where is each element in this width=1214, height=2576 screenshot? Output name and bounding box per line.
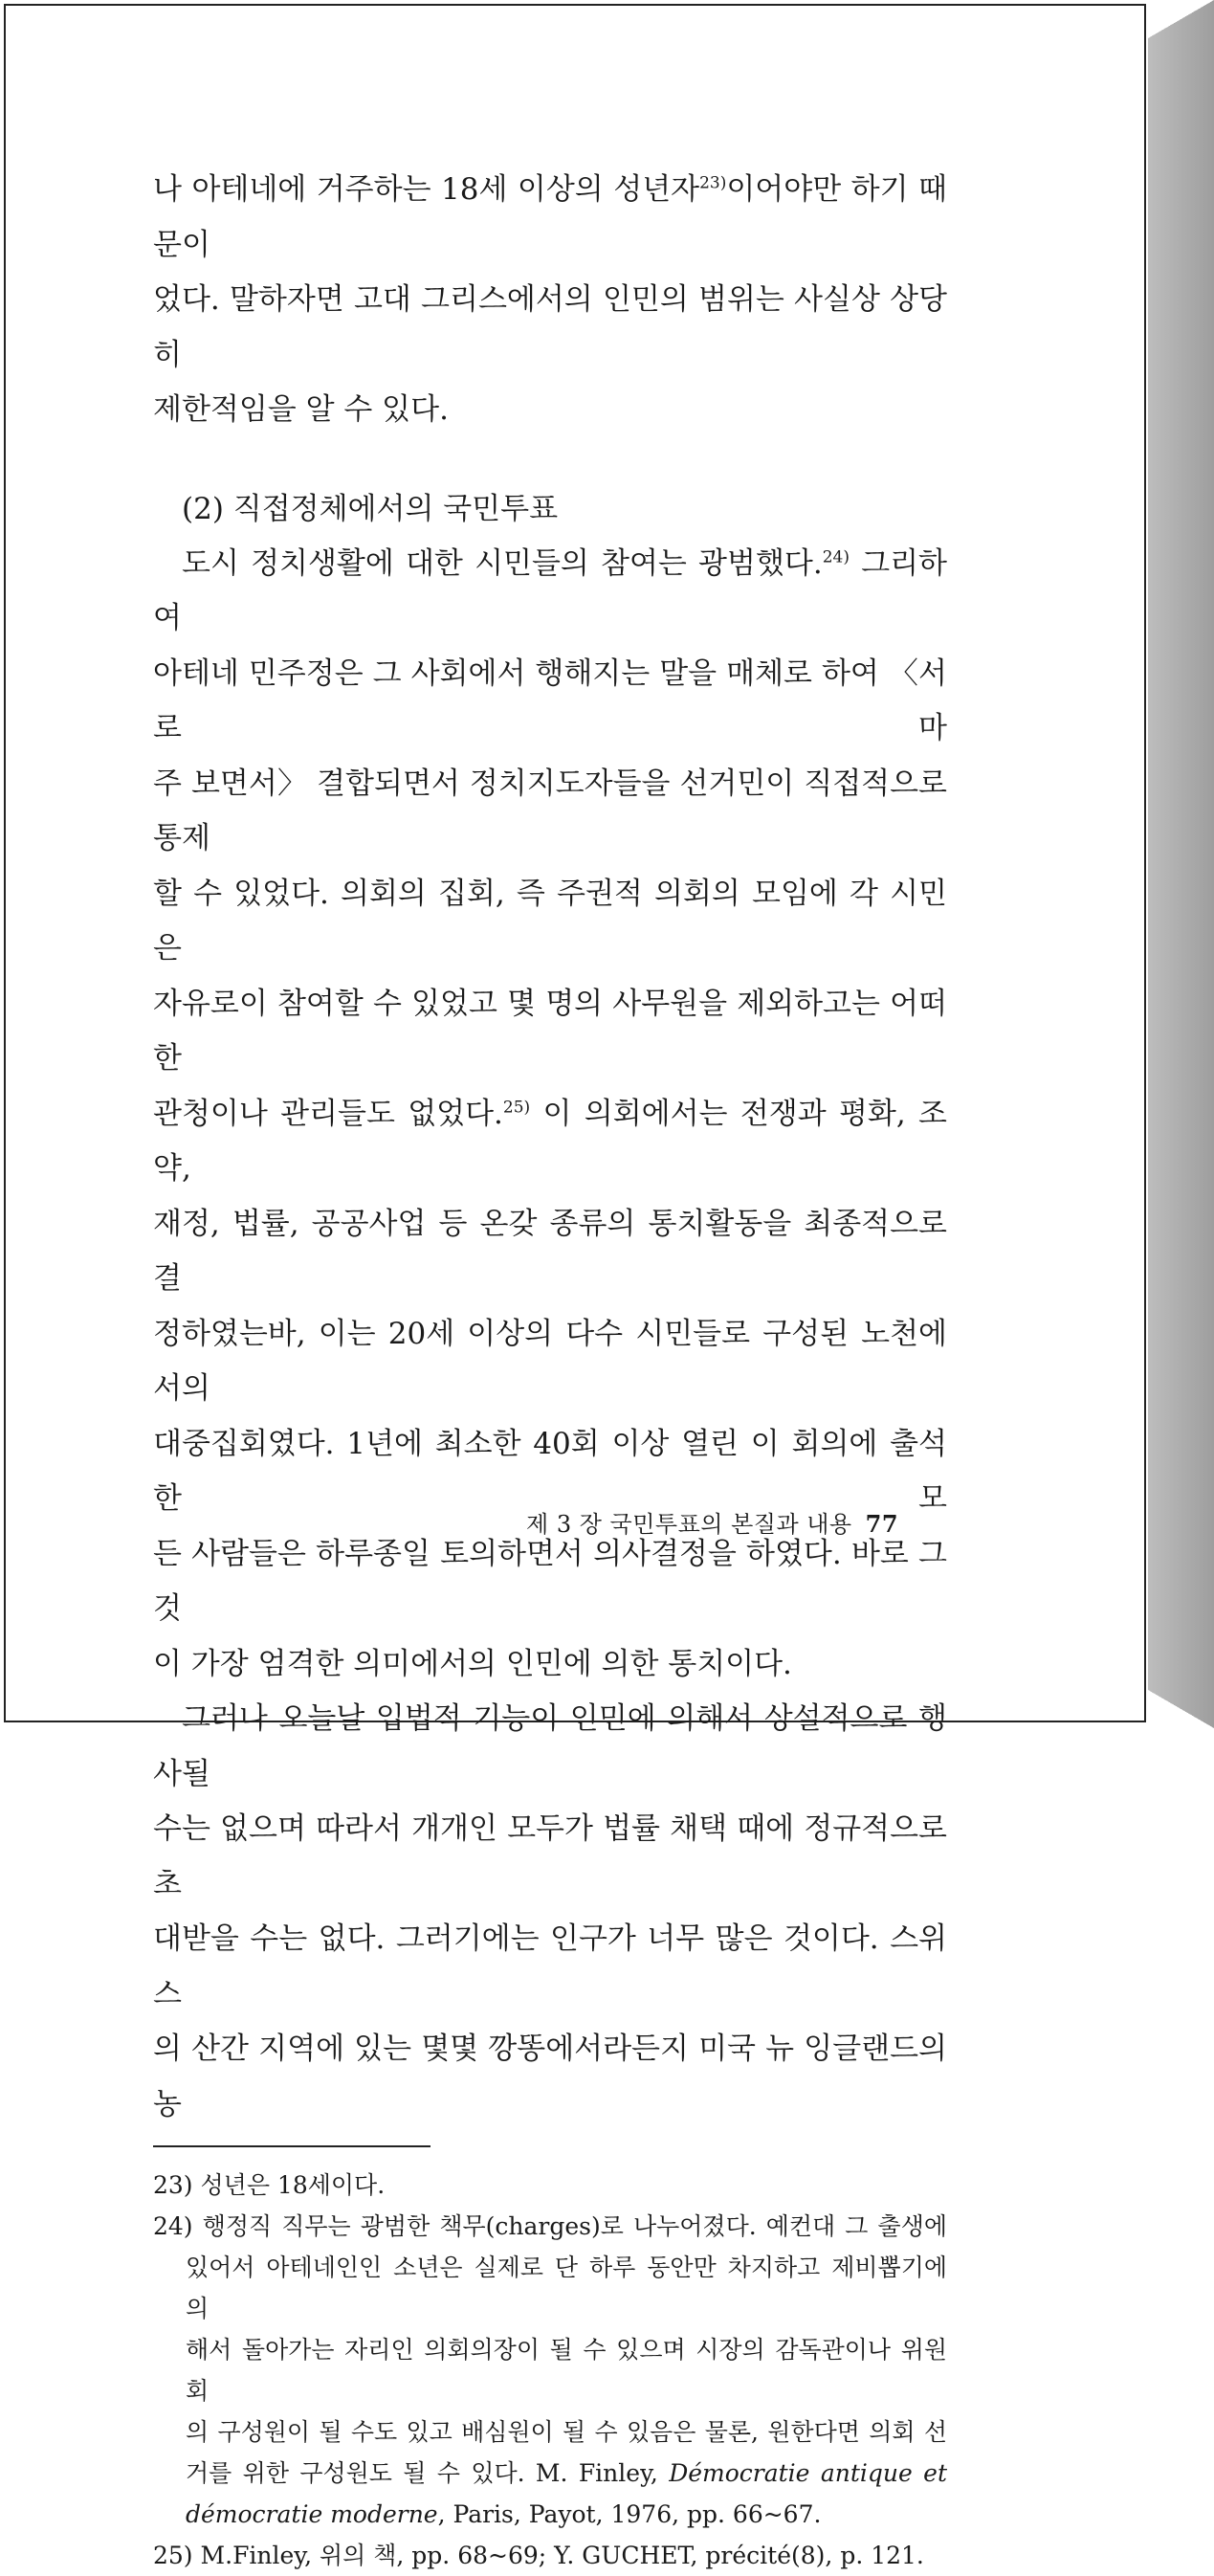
page-number: 77 (865, 1510, 899, 1538)
text-line: 든 사람들은 하루종일 토의하면서 의사결정을 하였다. 바로 그것 (153, 1536, 947, 1626)
text-line: 재정, 법률, 공공사업 등 온갖 종류의 통치활동을 최종적으로 결 (153, 1206, 947, 1296)
page-edge-bottom (1148, 1690, 1214, 1728)
text-line: 할 수 있었다. 의회의 집회, 즉 주권적 의회의 모임에 각 시민은 (153, 876, 947, 966)
footnote-line: 있어서 아테네인인 소년은 실제로 단 하루 동안만 차지하고 제비뽑기에 의 (186, 2254, 947, 2322)
text-line: 아테네 민주정은 그 사회에서 행해지는 말을 매체로 하여 〈서로 마 (153, 655, 947, 745)
text-line: 그러나 오늘날 입법적 기능이 인민에 의해서 상설적으로 행사될 (153, 1701, 947, 1791)
text-line: 주 보면서〉 결합되면서 정치지도자들을 선거민이 직접적으로 통제 (153, 766, 947, 855)
text-line: 대받을 수는 없다. 그러기에는 인구가 너무 많은 것이다. 스위스 (153, 1921, 947, 2011)
text-line: 대중집회였다. 1년에 최소한 40회 이상 열린 이 회의에 출석한 모 (153, 1426, 947, 1516)
footnote-ref-23: 23) (699, 173, 727, 193)
footnote-line: 해서 돌아가는 자리인 의회의장이 될 수 있으며 시장의 감독관이나 위원회 (186, 2336, 947, 2405)
footnote-23 (153, 2165, 947, 2206)
text-line: 이 가장 엄격한 의미에서의 인민에 의한 통치이다. (153, 1646, 792, 1681)
footnote-24 (153, 2206, 947, 2535)
footnote-line: démocratie moderne, Paris, Payot, 1976, pp. 66~67. (186, 2500, 822, 2528)
footnote-line: 23) 성년은 18세이다. (153, 2171, 386, 2199)
footnote-number: 23) (153, 2171, 193, 2199)
page-edge-top (1148, 0, 1214, 38)
text-line: 도시 정치생활에 대한 시민들의 참여는 광범했다.$^{24)}$ 그리하여 (153, 545, 947, 635)
paragraph-1 (153, 163, 947, 383)
text-line: 제한적임을 알 수 있다. (153, 392, 449, 427)
footnote-25 (153, 2535, 947, 2576)
paragraph-2 (153, 537, 947, 1637)
paragraph-2-end (153, 1637, 947, 1693)
text-line: 었다. 말하자면 고대 그리스에서의 인민의 범위는 사실상 상당히 (153, 282, 947, 372)
paragraph-3 (153, 1692, 947, 2132)
footnote-ref-24: 24) (822, 547, 850, 567)
text-line: 정하였는바, 이는 20세 이상의 다수 시민들로 구성된 노천에서의 (153, 1316, 947, 1406)
paragraph-1-end (153, 383, 947, 438)
text-line: 관청이나 관리들도 없었다.$^{25)}$ 이 의회에서는 전쟁과 평화, 조약, (153, 1096, 947, 1186)
footnote-number: 24) (153, 2212, 193, 2240)
footnote-line: 의 구성원이 될 수도 있고 배심원이 될 수 있음은 물론, 원한다면 의회 선 (186, 2418, 947, 2446)
footnote-divider (153, 2145, 430, 2147)
footnote-line: 24) 행정직 직무는 광범한 책무(charges)로 나누어졌다. 예컨대 그 출생에 (153, 2212, 947, 2240)
text-line: 의 산간 지역에 있는 몇몇 깡똥에서라든지 미국 뉴 잉글랜드의 농 (153, 2032, 947, 2121)
footnote-number: 25) (153, 2542, 193, 2569)
page-edge-shadow (1148, 0, 1214, 1728)
page-content (153, 163, 947, 2576)
page-footer (526, 1505, 898, 1539)
running-chapter-title: 제 3 장 국민투표의 본질과 내용 (526, 1511, 852, 1538)
text-line: 자유로이 참여할 수 있었고 몇 명의 사무원을 제외하고는 어떠한 (153, 986, 947, 1076)
section-heading: (2) 직접정체에서의 국민투표 (182, 491, 559, 526)
footnote-ref-25: 25) (502, 1098, 531, 1118)
footnote-line: 거를 위한 구성원도 될 수 있다. M. Finley, Démocratie antique et (186, 2459, 947, 2487)
text-line: 수는 없으며 따라서 개개인 모두가 법률 채택 때에 정규적으로 초 (153, 1811, 947, 1901)
footnote-line: 25) M.Finley, 위의 책, pp. 68~69; Y. GUCHET, précité(8), p. 121. (153, 2542, 924, 2569)
text-line: 나 아테네에 거주하는 18세 이상의 성년자$^{23)}$이어야만 하기 때문이 (153, 172, 947, 262)
